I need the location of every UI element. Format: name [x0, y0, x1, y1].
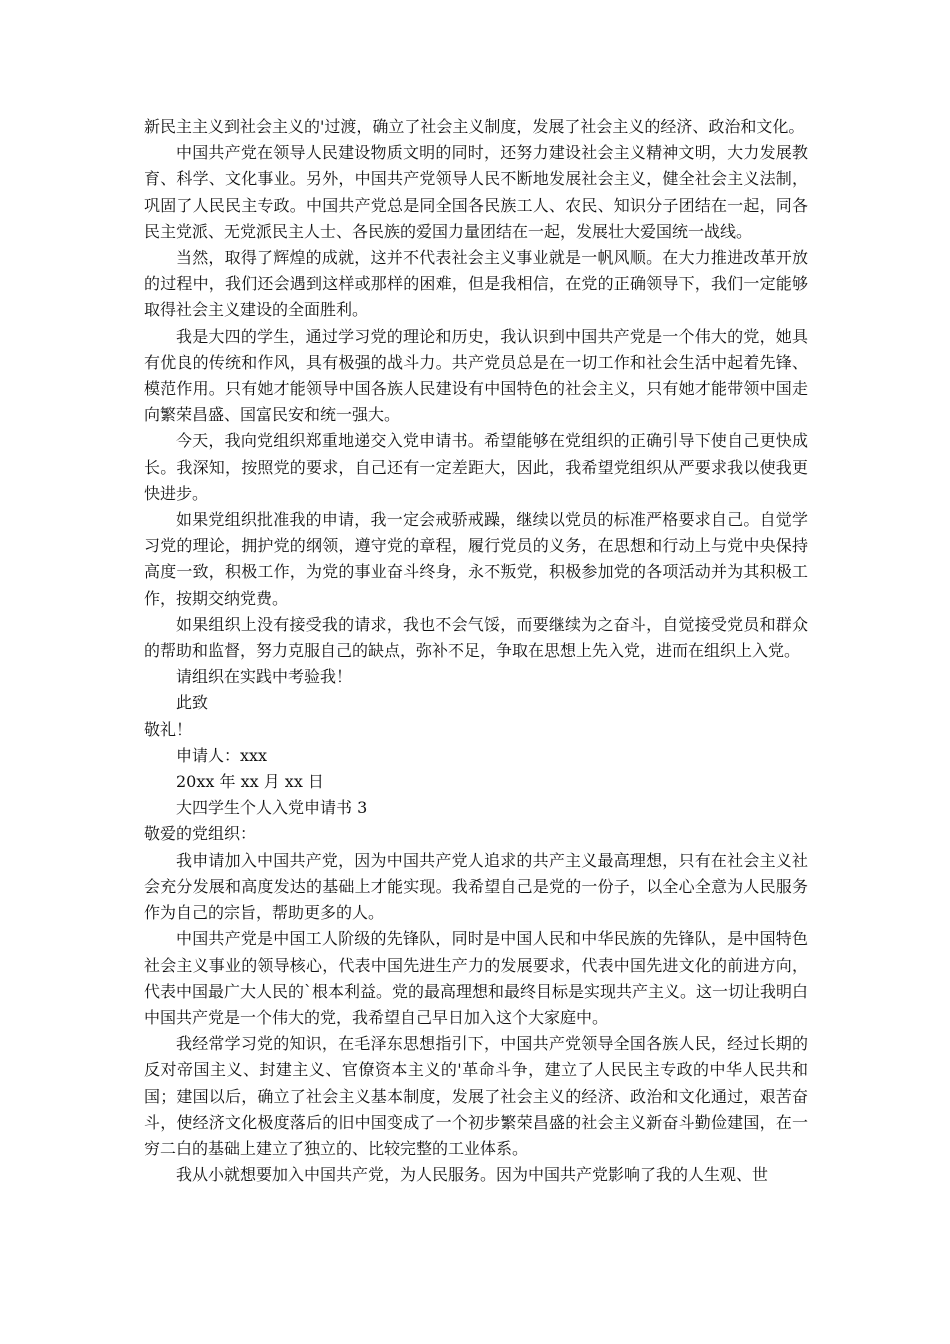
closing-salutation: 此致 — [176, 693, 209, 713]
document-page — [144, 114, 808, 1188]
closing-regards: 敬礼！ — [144, 719, 193, 739]
paragraph-7: 如果组织上没有接受我的请求，我也不会气馁，而要继续为之奋斗，自觉接受党员和群众的帮助和监督，努力克服自己的缺点，弥补不足，争取在思想上先入党，进而在组织上入党。 — [144, 614, 808, 661]
paragraph-10: 我经常学习党的知识，在毛泽东思想指引下，中国共产党领导全国各族人民，经过长期的反对帝国主义、封建主义、官僚资本主义的'革命斗争，建立了人民民主专政的中华人民共和国；建国以后，确立了社会主义基本制度，发展了社会主义的经济、政治和文化通过，艰苦奋斗，使经济文化极度落后的旧中国变成了一个初步繁荣昌盛的社会主义新奋斗勤俭建国，在一穷二白的基础上建立了独立的、比较完整的工业体系。 — [144, 1034, 808, 1158]
greeting-line: 敬爱的党组织： — [144, 824, 257, 844]
request-line: 请组织在实践中考验我！ — [176, 667, 353, 687]
applicant-line: 申请人：xxx — [176, 745, 268, 765]
section-title: 大四学生个人入党申请书 3 — [176, 798, 368, 818]
paragraph-11: 我从小就想要加入中国共产党，为人民服务。因为中国共产党影响了我的人生观、世 — [176, 1165, 769, 1185]
paragraph-3: 当然，取得了辉煌的成就，这并不代表社会主义事业就是一帆风顺。在大力推进改革开放的过程中，我们还会遇到这样或那样的困难，但是我相信，在党的正确领导下，我们一定能够取得社会主义建设的全面胜利。 — [144, 248, 808, 320]
paragraph-9: 中国共产党是中国工人阶级的先锋队，同时是中国人民和中华民族的先锋队，是中国特色社会主义事业的领导核心，代表中国先进生产力的发展要求，代表中国先进文化的前进方向，代表中国最广大人民的`根本利益。党的最高理想和最终目标是实现共产主义。这一切让我明白中国共产党是一个伟大的党，我希望自己早日加入这个大家庭中。 — [144, 929, 809, 1027]
date-line: 20xx 年 xx 月 xx 日 — [176, 772, 324, 792]
paragraph-5: 今天，我向党组织郑重地递交入党申请书。希望能够在党组织的正确引导下使自己更快成长。我深知，按照党的要求，自己还有一定差距大，因此，我希望党组织从严要求我以使我更快进步。 — [144, 431, 808, 503]
paragraph-8: 我申请加入中国共产党，因为中国共产党人追求的共产主义最高理想，只有在社会主义社会充分发展和高度发达的基础上才能实现。我希望自己是党的一份子，以全心全意为人民服务作为自己的宗旨，帮助更多的人。 — [144, 850, 808, 923]
paragraph-1: 新民主主义到社会主义的'过渡，确立了社会主义制度，发展了社会主义的经济、政治和文化。 — [144, 117, 805, 136]
paragraph-4: 我是大四的学生，通过学习党的理论和历史，我认识到中国共产党是一个伟大的党，她具有优良的传统和作风，具有极强的战斗力。共产党员总是在一切工作和社会生活中起着先锋、模范作用。只有她才能领导中国各族人民建设有中国特色的社会主义，只有她才能带领中国走向繁荣昌盛、国富民安和统一强大。 — [144, 326, 808, 425]
paragraph-2: 中国共产党在领导人民建设物质文明的同时，还努力建设社会主义精神文明，大力发展教育、科学、文化事业。另外，中国共产党领导人民不断地发展社会主义，健全社会主义法制，巩固了人民民主专政。中国共产党总是同全国各民族工人、农民、知识分子团结在一起，同各民主党派、无党派民主人士、各民族的爱国力量团结在一起，发展壮大爱国统一战线。 — [144, 143, 808, 241]
paragraph-6: 如果党组织批准我的申请，我一定会戒骄戒躁，继续以党员的标准严格要求自己。自觉学习党的理论，拥护党的纲领，遵守党的章程，履行党员的义务，在思想和行动上与党中央保持高度一致，积极工作，为党的事业奋斗终身，永不叛党，积极参加党的各项活动并为其积极工作，按期交纳党费。 — [144, 510, 808, 608]
